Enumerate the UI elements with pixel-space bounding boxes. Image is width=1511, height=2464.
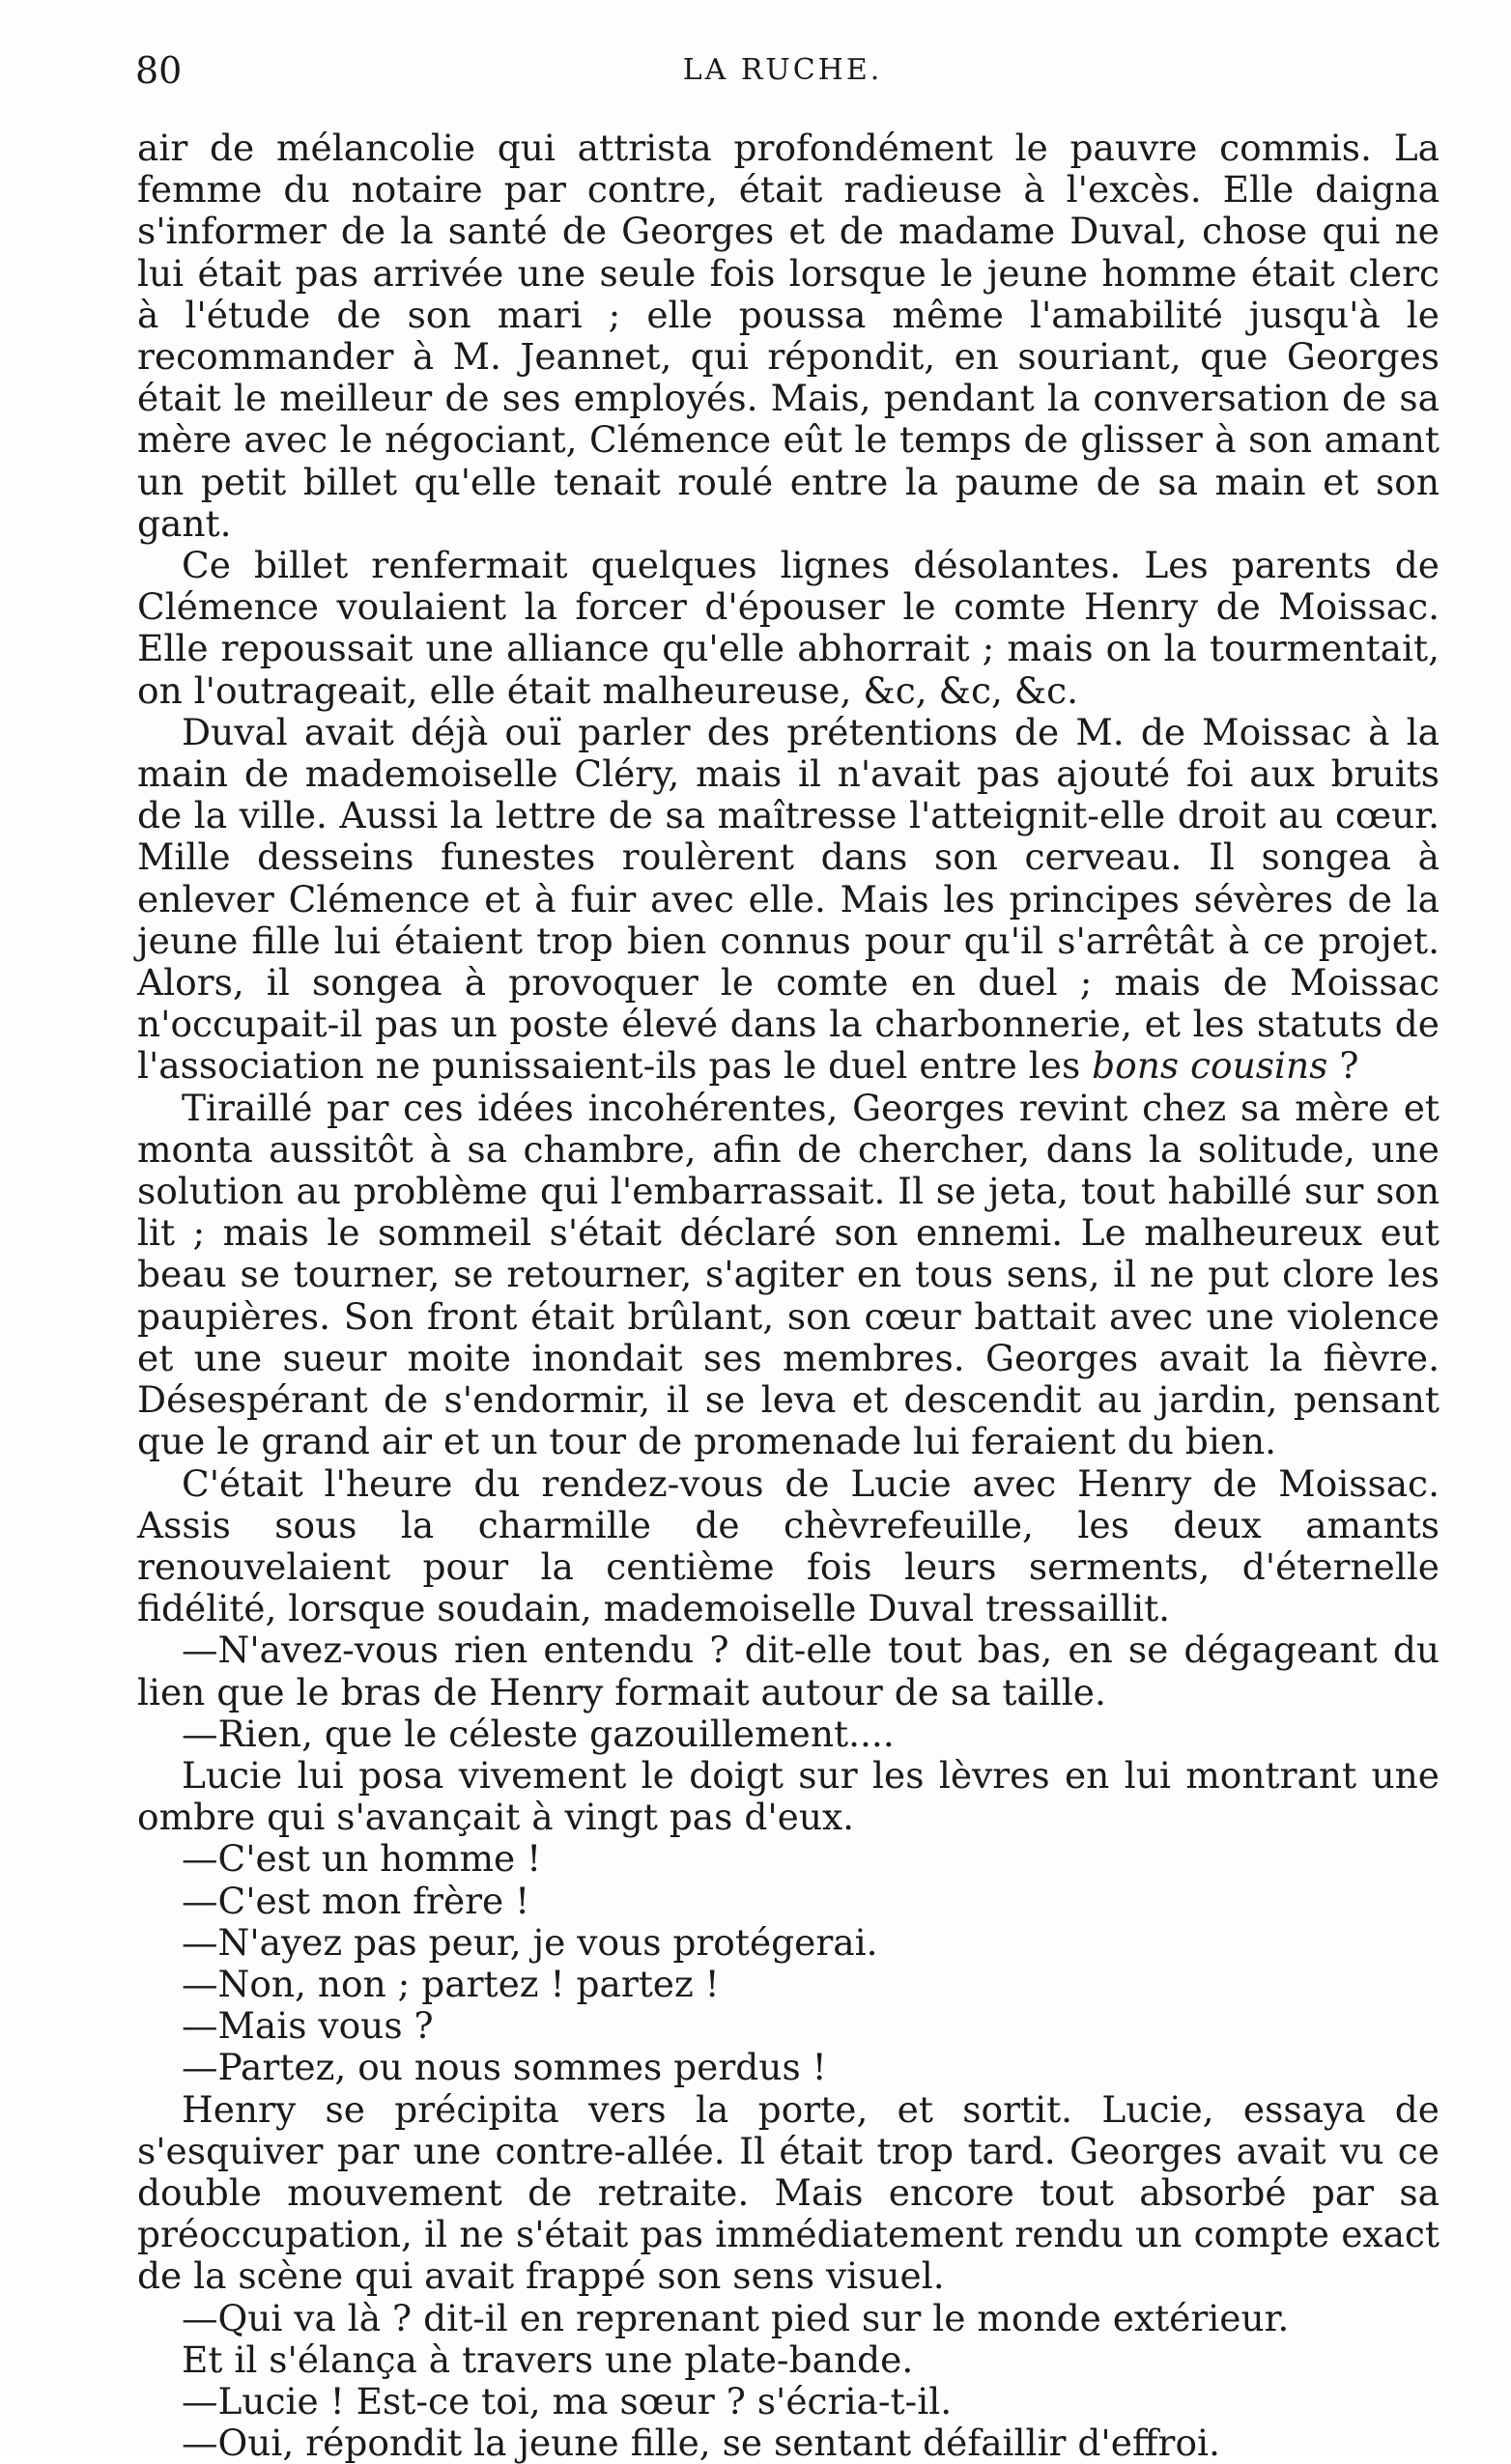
page-header xyxy=(135,46,1430,95)
paragraph-text-end: ? xyxy=(1327,1044,1359,1088)
paragraph: Lucie lui posa vivement le doigt sur les lèvres en lui montrant une ombre qui s'avançait à vingt pas d'eux. xyxy=(137,1753,1440,1839)
dialogue-line: —Rien, que le céleste gazouillement.... xyxy=(182,1712,895,1755)
dialogue-line: —N'ayez pas peur, je vous protégerai. xyxy=(182,1920,878,1964)
paragraph xyxy=(137,712,1440,1088)
dialogue-line: —Partez, ou nous sommes perdus ! xyxy=(182,2046,827,2089)
dialogue-line: —N'avez-vous rien entendu ? dit-elle tout bas, en se dégageant du lien que le bras de Henry formait autour de sa taille. xyxy=(137,1629,1440,1713)
italic-phrase: bons cousins xyxy=(1092,1044,1328,1088)
paragraph: Ce billet renfermait quelques lignes désolantes. Les parents de Clémence voulaient la forcer d'épouser le comte Henry de Moissac. Elle repoussait une alliance qu'elle abhorrait ; mais on la tourmentait, on l'outrageait, elle était malheureuse, &c, &c, &c. xyxy=(137,544,1440,712)
paragraph: C'était l'heure du rendez-vous de Lucie avec Henry de Moissac. Assis sous la charmille de chèvrefeuille, les deux amants renouvelaient pour la centième fois leurs serments, d'éternelle fidélité, lorsque soudain, mademoiselle Duval tressaillit. xyxy=(137,1461,1440,1630)
dialogue-line: —Lucie ! Est-ce toi, ma sœur ? s'écria-t-il. xyxy=(182,2379,953,2422)
paragraph-text: Duval avait déjà ouï parler des prétentions de M. de Moissac à la main de mademoiselle Cléry, mais il n'avait pas ajouté foi aux bruits de la ville. Aussi la lettre de sa maîtresse l'atteignit-elle droit au cœur. Mille desseins funestes roulèrent dans son cerveau. Il songea à enlever Clémence et à fuir avec elle. Mais les principes sévères de la jeune fille lui étaient trop bien connus pour qu'il s'arrêtât à ce projet. Alors, il songea à provoquer le comte en duel ; mais de Moissac n'occupait-il pas un poste élevé dans la charbonnerie, et les statuts de l'association ne punissaient-ils pas le duel entre les xyxy=(137,710,1440,1088)
dialogue-line: —C'est mon frère ! xyxy=(182,1879,530,1922)
page-number: 80 xyxy=(135,49,183,92)
running-title: LA RUCHE. xyxy=(682,53,883,87)
dialogue-line: —Oui, répondit la jeune fille, se sentant défaillir d'effroi. xyxy=(182,2422,1220,2464)
paragraph: Et il s'élança à travers une plate-bande. xyxy=(182,2337,914,2381)
dialogue-line: —Non, non ; partez ! partez ! xyxy=(182,1962,720,2005)
body-text xyxy=(137,127,1440,2464)
dialogue-line: —C'est un homme ! xyxy=(182,1837,542,1881)
dialogue-line: —Qui va là ? dit-il en reprenant pied sur le monde extérieur. xyxy=(182,2296,1290,2339)
paragraph: Henry se précipita vers la porte, et sortit. Lucie, essaya de s'esquiver par une contre-allée. Il était trop tard. Georges avait vu ce double mouvement de retraite. Mais encore tout absorbé par sa préoccupation, il ne s'était pas immédiatement rendu un compte exact de la scène qui avait frappé son sens visuel. xyxy=(137,2087,1440,2298)
paragraph: air de mélancolie qui attrista profondément le pauvre commis. La femme du notaire par contre, était radieuse à l'excès. Elle daigna s'informer de la santé de Georges et de madame Duval, chose qui ne lui était pas arrivée une seule fois lorsque le jeune homme était clerc à l'étude de son mari ; elle poussa même l'amabilité jusqu'à le recommander à M. Jeannet, qui répondit, en souriant, que Georges était le meilleur de ses employés. Mais, pendant la conversation de sa mère avec le négociant, Clémence eût le temps de glisser à son amant un petit billet qu'elle tenait roulé entre la paume de sa main et son gant. xyxy=(137,127,1440,545)
dialogue-line: —Mais vous ? xyxy=(182,2004,434,2048)
paragraph: Tiraillé par ces idées incohérentes, Georges revint chez sa mère et monta aussitôt à sa chambre, afin de chercher, dans la solitude, une solution au problème qui l'embarrassait. Il se jeta, tout habillé sur son lit ; mais le sommeil s'était déclaré son ennemi. Le malheureux eut beau se tourner, se retourner, s'agiter en tous sens, il ne put clore les paupières. Son front était brûlant, son cœur battait avec une violence et une sueur moite inondait ses membres. Georges avait la fièvre. Désespérant de s'endormir, il se leva et descendit au jardin, pensant que le grand air et un tour de promenade lui feraient du bien. xyxy=(137,1086,1440,1463)
